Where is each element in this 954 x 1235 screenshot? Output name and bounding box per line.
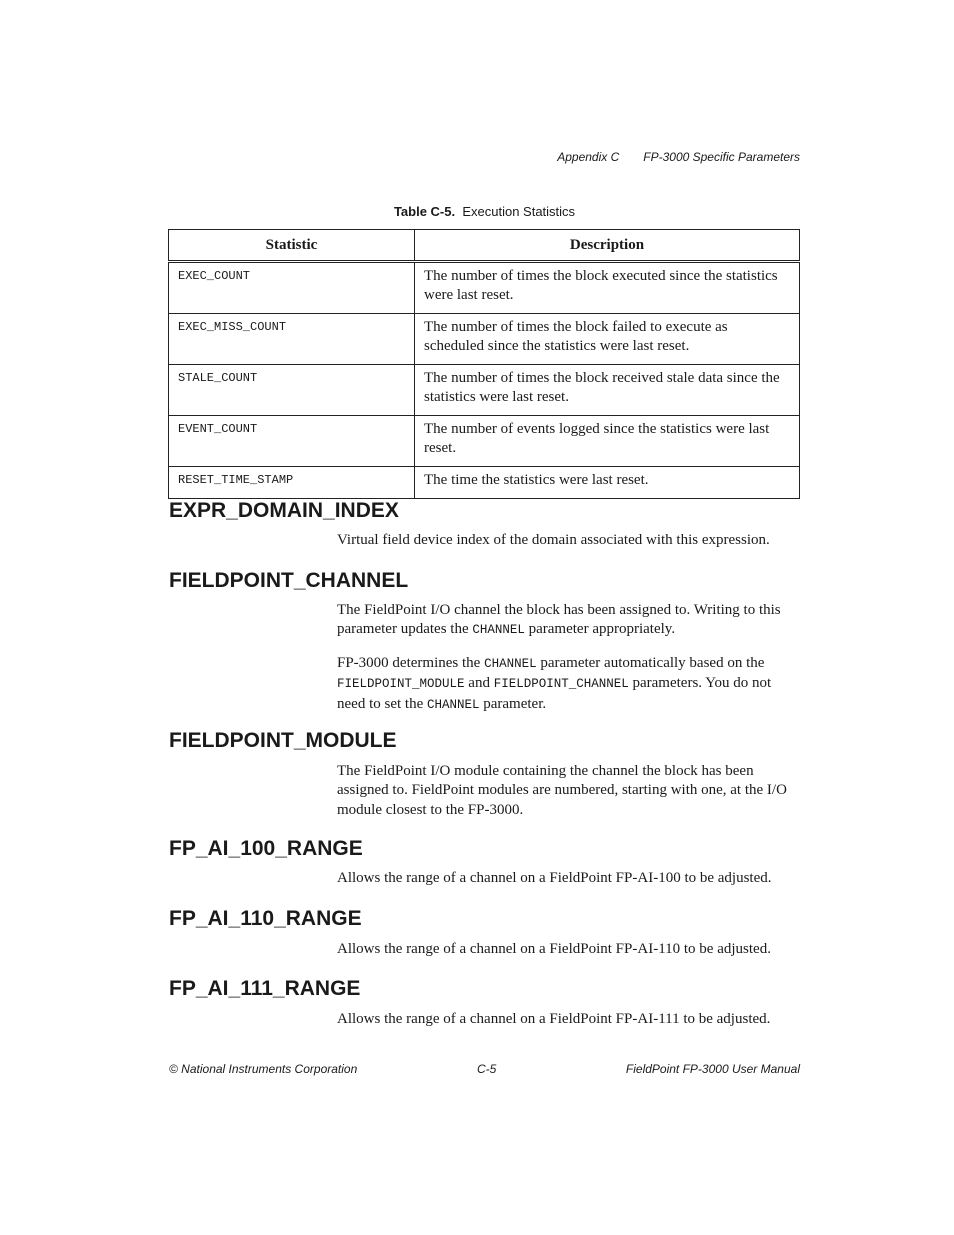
heading-fieldpoint-channel: FIELDPOINT_CHANNEL xyxy=(169,569,409,592)
statistic-cell: STALE_COUNT xyxy=(169,365,415,416)
description-cell: The number of times the block failed to execute as scheduled since the statistics were last reset. xyxy=(415,314,800,365)
description-cell: The number of events logged since the statistics were last reset. xyxy=(415,416,800,467)
table-header-row xyxy=(169,230,800,262)
text-run: parameter automatically based on the xyxy=(536,655,765,671)
heading-fp-ai-110-range: FP_AI_110_RANGE xyxy=(169,907,362,930)
column-header-description: Description xyxy=(415,230,800,262)
footer-manual-title: FieldPoint FP-3000 User Manual xyxy=(625,1062,800,1076)
text-run: FP-3000 determines the xyxy=(337,655,485,671)
footer-copyright: © National Instruments Corporation xyxy=(169,1062,358,1076)
heading-fieldpoint-module: FIELDPOINT_MODULE xyxy=(169,729,397,752)
statistic-cell: RESET_TIME_STAMP xyxy=(169,467,415,499)
description-cell: The number of times the block executed since the statistics were last reset. xyxy=(415,262,800,314)
table-caption xyxy=(169,204,800,219)
text-run: parameter. xyxy=(479,695,547,712)
statistic-cell: EXEC_COUNT xyxy=(169,262,415,314)
table-caption-title: Execution Statistics xyxy=(462,204,576,219)
heading-fp-ai-100-range: FP_AI_100_RANGE xyxy=(169,837,363,860)
text-run: The FieldPoint I/O channel the block has been assigned to. Writing to this parameter updates the xyxy=(337,602,781,638)
statistic-cell: EVENT_COUNT xyxy=(169,416,415,467)
execution-statistics-table xyxy=(168,229,800,499)
statistic-cell: EXEC_MISS_COUNT xyxy=(169,314,415,365)
paragraph-fieldpoint-channel-2 xyxy=(337,654,803,715)
paragraph-fp-ai-111-range: Allows the range of a channel on a FieldPoint FP-AI-111 to be adjusted. xyxy=(337,1011,771,1027)
code-channel: CHANNEL xyxy=(484,657,537,671)
description-cell: The number of times the block received stale data since the statistics were last reset. xyxy=(415,365,800,416)
code-fieldpoint-channel: FIELDPOINT_CHANNEL xyxy=(493,677,629,692)
paragraph-fp-ai-100-range: Allows the range of a channel on a FieldPoint FP-AI-100 to be adjusted. xyxy=(337,870,772,886)
code-fieldpoint-module: FIELDPOINT_MODULE xyxy=(337,677,465,692)
table-row xyxy=(169,262,800,314)
text-run: parameter appropriately. xyxy=(524,621,676,638)
code-channel: CHANNEL xyxy=(426,697,480,712)
column-header-statistic: Statistic xyxy=(169,230,415,262)
header-chapter: FP-3000 Specific Parameters xyxy=(643,150,800,164)
table-row xyxy=(169,365,800,416)
paragraph-fp-ai-110-range: Allows the range of a channel on a FieldPoint FP-AI-110 to be adjusted. xyxy=(337,941,771,957)
text-run: and xyxy=(464,675,494,692)
text-run: parameters. You do not need to set the xyxy=(337,675,772,712)
header-appendix: Appendix C xyxy=(557,150,620,164)
table-row xyxy=(169,467,800,499)
heading-fp-ai-111-range: FP_AI_111_RANGE xyxy=(169,977,361,1000)
table-row xyxy=(169,314,800,365)
table-row xyxy=(169,416,800,467)
running-header xyxy=(557,150,800,164)
description-cell: The time the statistics were last reset. xyxy=(415,467,800,499)
heading-expr-domain-index: EXPR_DOMAIN_INDEX xyxy=(169,499,399,522)
paragraph-fieldpoint-module: The FieldPoint I/O module containing the channel the block has been assigned to. FieldPoint modules are numbered, starting with one, at the I/O module closest to the FP-3000. xyxy=(337,763,787,818)
paragraph-expr-domain-index: Virtual field device index of the domain associated with this expression. xyxy=(337,532,770,548)
footer-page-number: C-5 xyxy=(477,1062,497,1076)
table-caption-number: Table C-5. xyxy=(393,204,456,219)
paragraph-fieldpoint-channel-1 xyxy=(337,601,803,641)
code-channel: CHANNEL xyxy=(472,623,525,638)
